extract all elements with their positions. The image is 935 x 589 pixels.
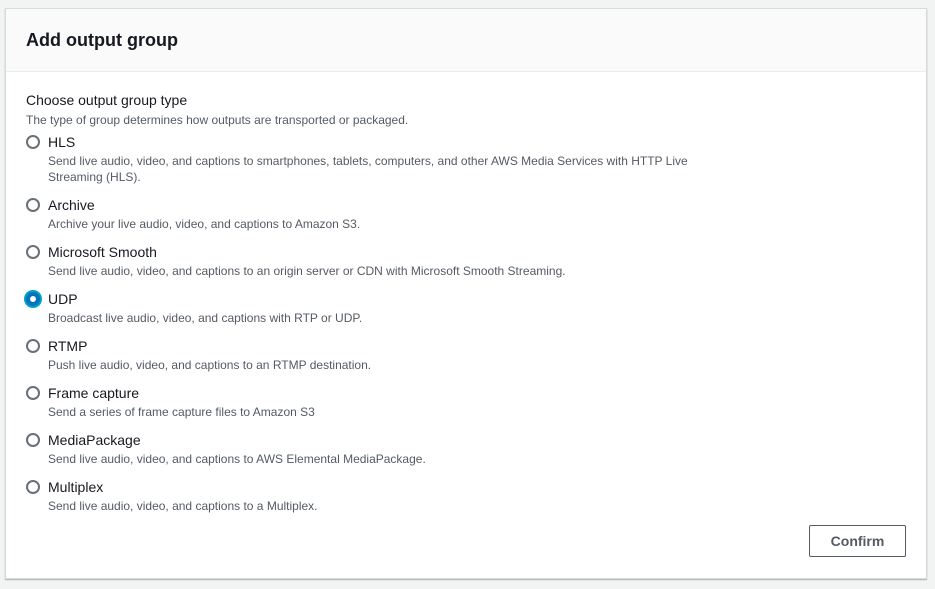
radio-option-multiplex[interactable] [26,478,906,514]
field-label: Choose output group type [26,92,188,108]
radio-button-mediapackage[interactable] [26,433,40,447]
radio-description: Push live audio, video, and captions to an RTMP destination. [48,358,372,372]
radio-option-microsoft-smooth[interactable] [26,243,906,279]
radio-option-udp[interactable] [26,290,906,326]
radio-option-frame-capture[interactable] [26,384,906,420]
radio-option-rtmp[interactable] [26,337,906,373]
radio-option-hls[interactable] [26,133,906,185]
radio-button-microsoft-smooth[interactable] [26,245,40,259]
radio-label[interactable]: Archive [48,197,95,213]
panel-title: Add output group [26,30,178,50]
panel-body [6,72,926,514]
add-output-group-panel [5,8,927,579]
radio-option-mediapackage[interactable] [26,431,906,467]
radio-label[interactable]: MediaPackage [48,432,141,448]
radio-button-archive[interactable] [26,198,40,212]
radio-description: Send live audio, video, and captions to AWS Elemental MediaPackage. [48,452,426,466]
radio-label[interactable]: UDP [48,291,78,307]
radio-button-frame-capture[interactable] [26,386,40,400]
confirm-button[interactable]: Confirm [809,525,906,557]
radio-button-udp[interactable] [26,292,40,306]
radio-label[interactable]: HLS [48,134,76,150]
panel-header [6,9,926,72]
radio-button-multiplex[interactable] [26,480,40,494]
output-group-type-radio-group [26,133,906,514]
radio-description: Send live audio, video, and captions to a Multiplex. [48,499,318,513]
radio-description: Send a series of frame capture files to Amazon S3 [48,405,315,419]
radio-button-rtmp[interactable] [26,339,40,353]
radio-option-archive[interactable] [26,196,906,232]
radio-button-hls[interactable] [26,135,40,149]
radio-description: Send live audio, video, and captions to an origin server or CDN with Microsoft Smooth Streaming. [48,264,566,278]
field-description: The type of group determines how outputs are transported or packaged. [26,113,409,127]
radio-description: Broadcast live audio, video, and captions with RTP or UDP. [48,311,363,325]
radio-label[interactable]: Microsoft Smooth [48,244,157,260]
radio-label[interactable]: RTMP [48,338,88,354]
radio-description: Archive your live audio, video, and captions to Amazon S3. [48,217,361,231]
radio-label[interactable]: Frame capture [48,385,140,401]
radio-label[interactable]: Multiplex [48,479,104,495]
radio-description: Send live audio, video, and captions to smartphones, tablets, computers, and other AWS Media Services with HTTP Live Streaming (HLS). [48,154,688,184]
